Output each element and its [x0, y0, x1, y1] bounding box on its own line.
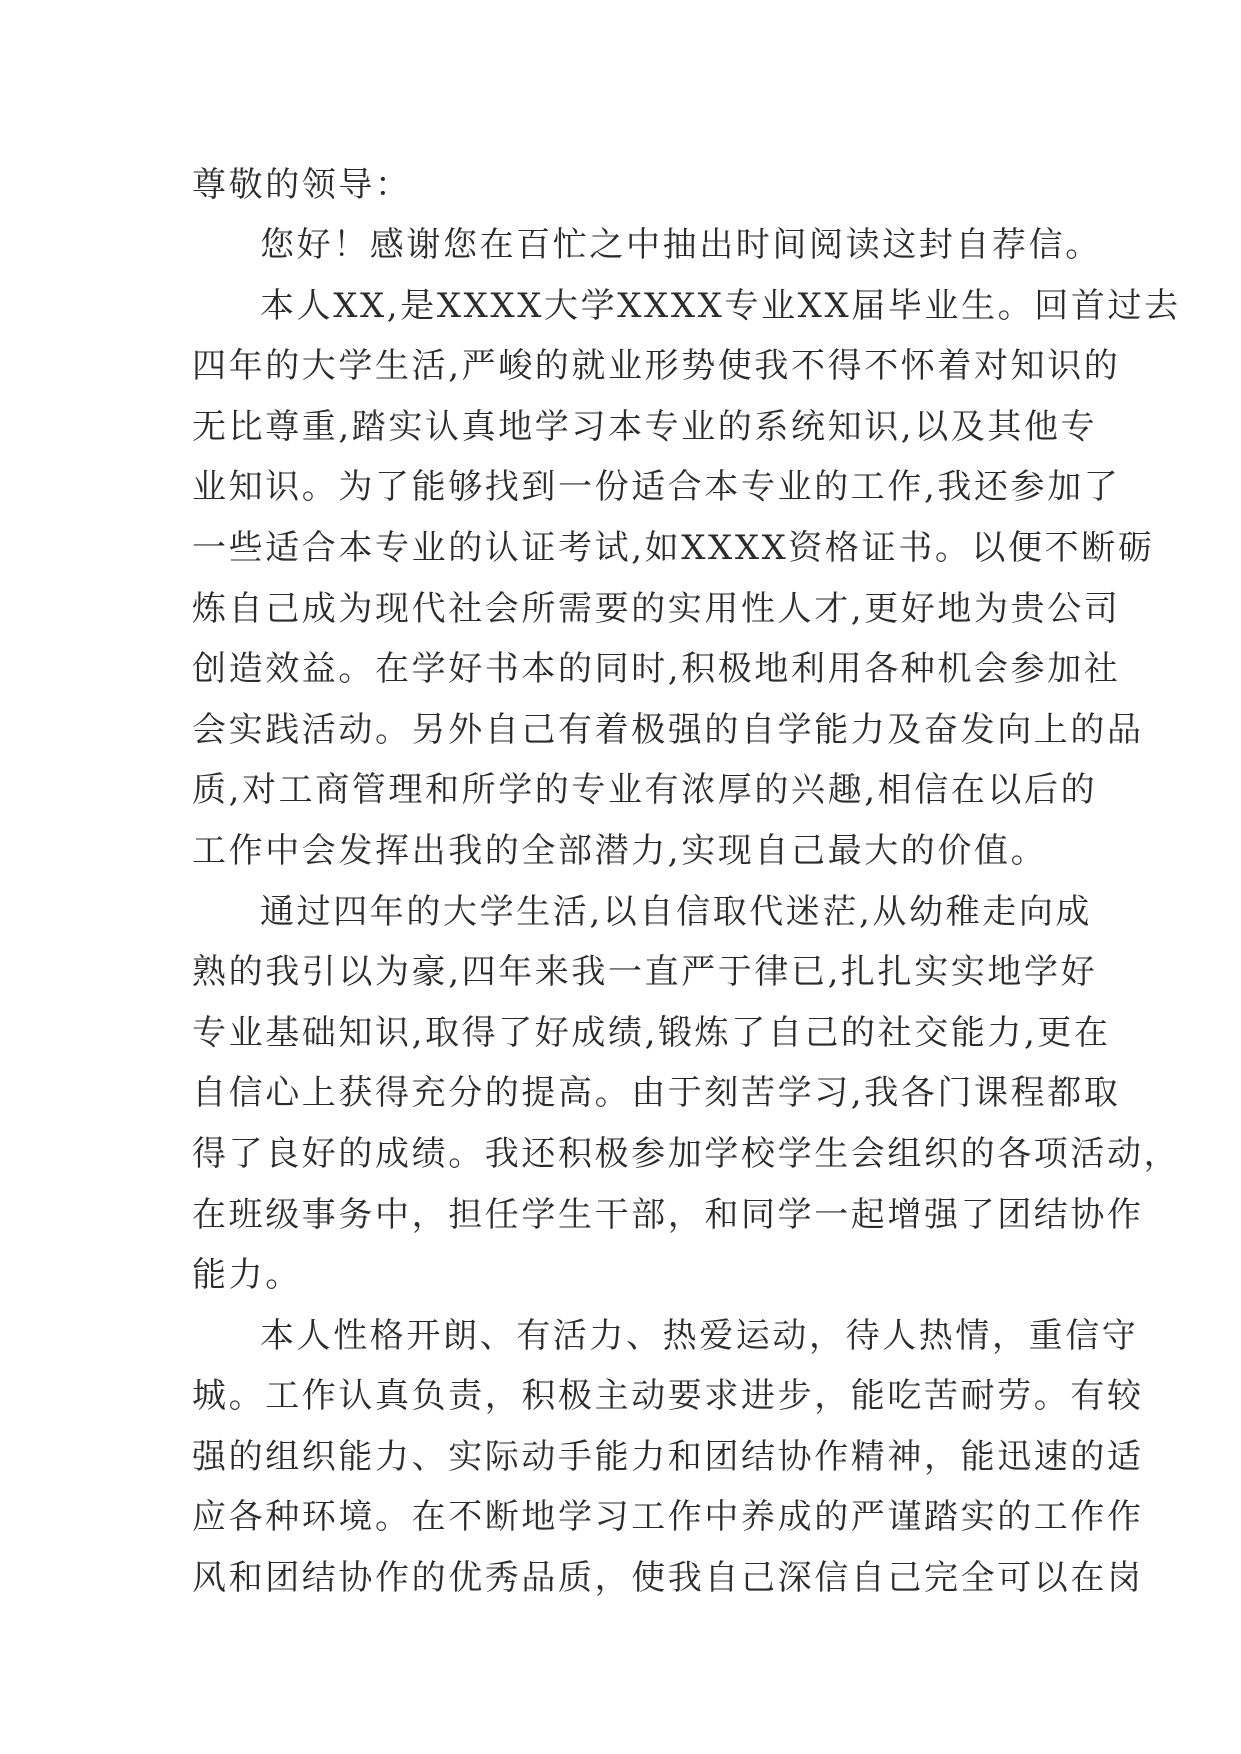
- paragraph-2-line: 得了良好的成绩。我还积极参加学校学生会组织的各项活动，: [192, 1133, 1181, 1174]
- paragraph-2-line: 通过四年的大学生活,以自信取代迷茫,从幼稚走向成: [260, 891, 1093, 932]
- paragraph-2-line: 熟的我引以为豪,四年来我一直严于律已,扎扎实实地学好: [192, 952, 1098, 993]
- paragraph-1-line: 四年的大学生活,严峻的就业形势使我不得不怀着对知识的: [192, 346, 1121, 387]
- paragraph-3-line: 应各种环境。在不断地学习工作中养成的严谨踏实的工作作: [192, 1497, 1144, 1538]
- paragraph-3-line: 城。工作认真负责，积极主动要求进步，能吃苦耐劳。有较: [192, 1376, 1144, 1417]
- paragraph-1-line: 工作中会发挥出我的全部潜力,实现自己最大的价值。: [192, 830, 1048, 871]
- paragraph-3-line: 本人性格开朗、有活力、热爱运动，待人热情，重信守: [260, 1315, 1139, 1356]
- paragraph-1-line: 本人XX,是XXXX大学XXXX专业XX届毕业生。回首过去: [260, 285, 1181, 326]
- paragraph-3-line: 强的组织能力、实际动手能力和团结协作精神，能迅速的适: [192, 1436, 1144, 1477]
- paragraph-2-line: 自信心上获得充分的提高。由于刻苦学习,我各门课程都取: [192, 1073, 1121, 1114]
- salutation: 尊敬的领导：: [192, 165, 412, 205]
- paragraph-1-line: 业知识。为了能够找到一份适合本专业的工作,我还参加了: [192, 467, 1121, 508]
- paragraph-1-line: 质,对工商管理和所学的专业有浓厚的兴趣,相信在以后的: [192, 770, 1098, 811]
- paragraph-2-line: 在班级事务中，担任学生干部，和同学一起增强了团结协作: [192, 1194, 1144, 1235]
- paragraph-2-line: 能力。: [192, 1255, 302, 1296]
- paragraph-1-line: 炼自己成为现代社会所需要的实用性人才,更好地为贵公司: [192, 588, 1121, 629]
- letter-body: [192, 156, 1181, 1609]
- paragraph-2-line: 专业基础知识,取得了好成绩,锻炼了自己的社交能力,更在: [192, 1012, 1111, 1053]
- paragraph-1-line: 会实践活动。另外自己有着极强的自学能力及奋发向上的品: [192, 709, 1144, 750]
- paragraph-1-line: 创造效益。在学好书本的同时,积极地利用各种机会参加社: [192, 649, 1121, 690]
- paragraph-1-line: 一些适合本专业的认证考试,如XXXX资格证书。以便不断砺: [192, 527, 1155, 568]
- greeting-line: 您好！感谢您在百忙之中抽出时间阅读这封自荐信。: [260, 225, 1102, 265]
- paragraph-1-line: 无比尊重,踏实认真地学习本专业的系统知识,以及其他专: [192, 406, 1098, 447]
- paragraph-3-line: 风和团结协作的优秀品质，使我自己深信自己完全可以在岗: [192, 1558, 1144, 1599]
